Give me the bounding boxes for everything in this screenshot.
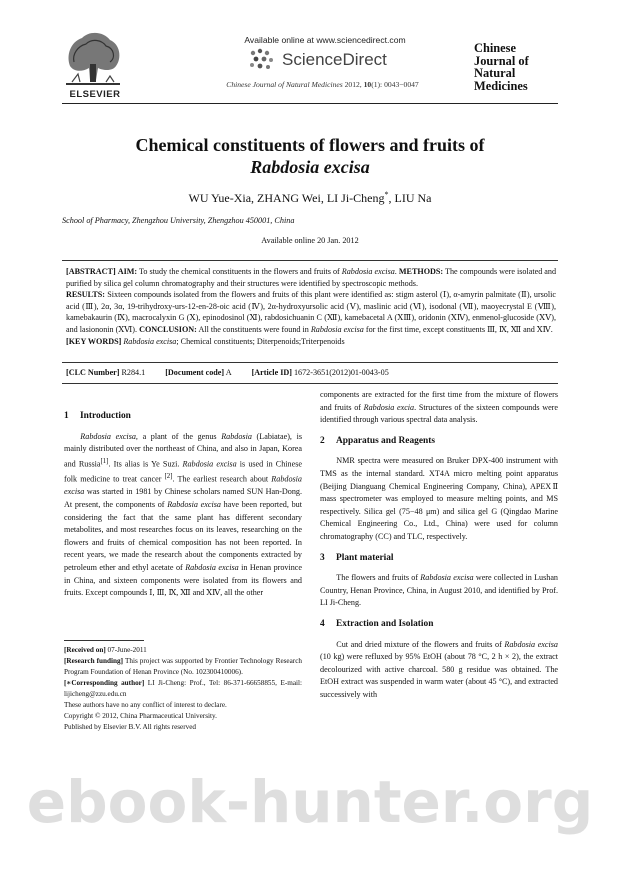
elsevier-tree-logo [62,26,124,88]
classification-line: [CLC Number] R284.1 [Document code] A [Article ID] 1672-3651(2012)01-0043-05 [66,368,389,377]
publisher-wordmark: ELSEVIER [69,89,121,100]
apparatus-paragraph: NMR spectra were measured on Bruker DPX-400 instrument with TMS as the internal standard. XT4A micro melting point apparatus (Beijing Dianguang Chemical Engineering Company, China), APEXⅡ mass spectrometer was employed to measure melting points, and MS respectively. Silica gel (75−48 μm) and silica gel G (Qingdao Marine Chemical Engineering Co., Ltd., China) were used for column chromatography (CC) and TLC, respectively. [320,456,558,541]
section-heading: 2 Apparatus and Reagents [320,435,435,446]
header-divider [62,103,558,104]
sciencedirect-logo-icon [247,47,277,73]
author-list: WU Yue-Xia, ZHANG Wei, LI Ji-Cheng*, LIU Na [188,190,432,205]
watermark: ebook-hunter.org [26,768,594,836]
right-column [320,389,558,701]
abstract-bottom-rule [62,383,558,384]
sciencedirect-wordmark: ScienceDirect [282,50,387,69]
section-heading: 4 Extraction and Isolation [320,618,434,629]
continued-paragraph: components are extracted for the first time from the mixture of flowers and fruits of Rabdosia excia. Structures of the sixteen compounds were identified through various spectral data analysis. [320,390,558,425]
extraction-paragraph: Cut and dried mixture of the flowers and fruits of Rabdosia excisa (10 kg) were refluxed by 95% EtOH (about 78 °C, 2 h × 2), the extract decolourized with active charcoal. 580 g residue was obtained. The EtOH extract was suspended in warm water (about 45 °C), and extracted successively with [320,639,558,699]
abstract: [ABSTRACT] AIM: To study the chemical constituents in the flowers and fruits of Rabdosia excisa. METHODS: The compounds were isolated and purified by silica gel column chromatography and their structures were identified by spectroscopic methods. RESULTS: Sixteen compounds isolated from the flowers and fruits of this plant were identified as: stigm asterol (Ⅰ), α-amyrin palmitate (Ⅱ), ursolic acid (Ⅲ), 2α, 3α, 19-trihydroxy-urs-12-en-28-oic acid (Ⅳ), 2α-hydroxyursolic acid (Ⅴ), maslinic acid (Ⅵ), isodonal (Ⅶ), maoyecrystal E (Ⅷ), kamebakaurin (Ⅸ), macrocalyxin G (Ⅹ), epinodosinol (Ⅺ), rabdosichuanin C (Ⅻ), kamebacetal A (ⅩⅢ), oridonin (ⅩⅣ), enmenol-glucoside (ⅩⅤ), and lasiononin (ⅩⅥ). CONCLUSION: All the constituents were found in Rabdosia excisa for the first time, except constituents Ⅲ, Ⅸ, Ⅻ and ⅩⅣ. [KEY WORDS] Rabdosia excisa; Chemical constituents; Diterpenoids;Triterpenoids [66,267,557,346]
section-heading: 1 Introduction [64,411,131,421]
section-heading: 3 Plant material [320,552,394,563]
journal-title: Chinese Journal of Natural Medicines [474,41,529,93]
journal-citation: Chinese Journal of Natural Medicines 2012, 10(1): 0043−0047 [226,80,419,89]
intro-paragraph: Rabdosia excisa, a plant of the genus Rabdosia (Labiatae), is mainly distributed over the northeast of China, and also in Japan, Korea and Russia[1]. Its alias is Ye Suzi. Rabdosia excisa is used in Chinese folk medicine to treat cancer [2]. The earliest research about Rabdosia excisa was started in 1981 by Chinese scholars named SUN Han-Dong. At present, the components of Rabdosia excisa have been reported, but considering the fact that the same plant has different secondary metabolites, and most researches focus on its leaves, researching on the flowers and fruits of chemical composition has not been reported. In recent years, we made the research about the components extracted by petroleum ether and ethyl acetate of Rabdosia excisa in Henan province in China, and sixteen components were isolated from its flowers and fruits. Except compounds Ⅰ, Ⅲ, Ⅸ, Ⅻ and ⅩⅣ, all the other [64,431,302,598]
footnote-rule [64,640,144,641]
abstract-mid-rule [62,362,558,363]
available-online-date: Available online 20 Jan. 2012 [261,236,359,245]
article-title: Chemical constituents of flowers and fruits of Rabdosia excisa [135,135,485,177]
plant-paragraph: The flowers and fruits of Rabdosia excisa were collected in Lushan Country, Henan Province, China, in August 2010, and identified by Prof. LI Ji-Cheng. [320,573,558,608]
affiliation: School of Pharmacy, Zhengzhou University, Zhengzhou 450001, China [62,216,295,225]
footnotes: [Received on] 07-June-2011 [Research funding] This project was supported by Frontier Technology Research Program Foundation of Henan Province (No. 102300410006). [∗Corresponding author] LI Ji-Cheng: Prof., Tel: 86-371-66658855, E-mail: lijicheng@zzu.edu.cn These authors have no any conflict of interest to declare. Copyright © 2012, China Pharmaceutical University. Published by Elsevier B.V. All rights reserved [64,646,302,731]
available-online-line[interactable]: Available online at www.sciencedirect.com [244,35,406,45]
abstract-top-rule [62,260,558,261]
left-column [64,402,302,600]
